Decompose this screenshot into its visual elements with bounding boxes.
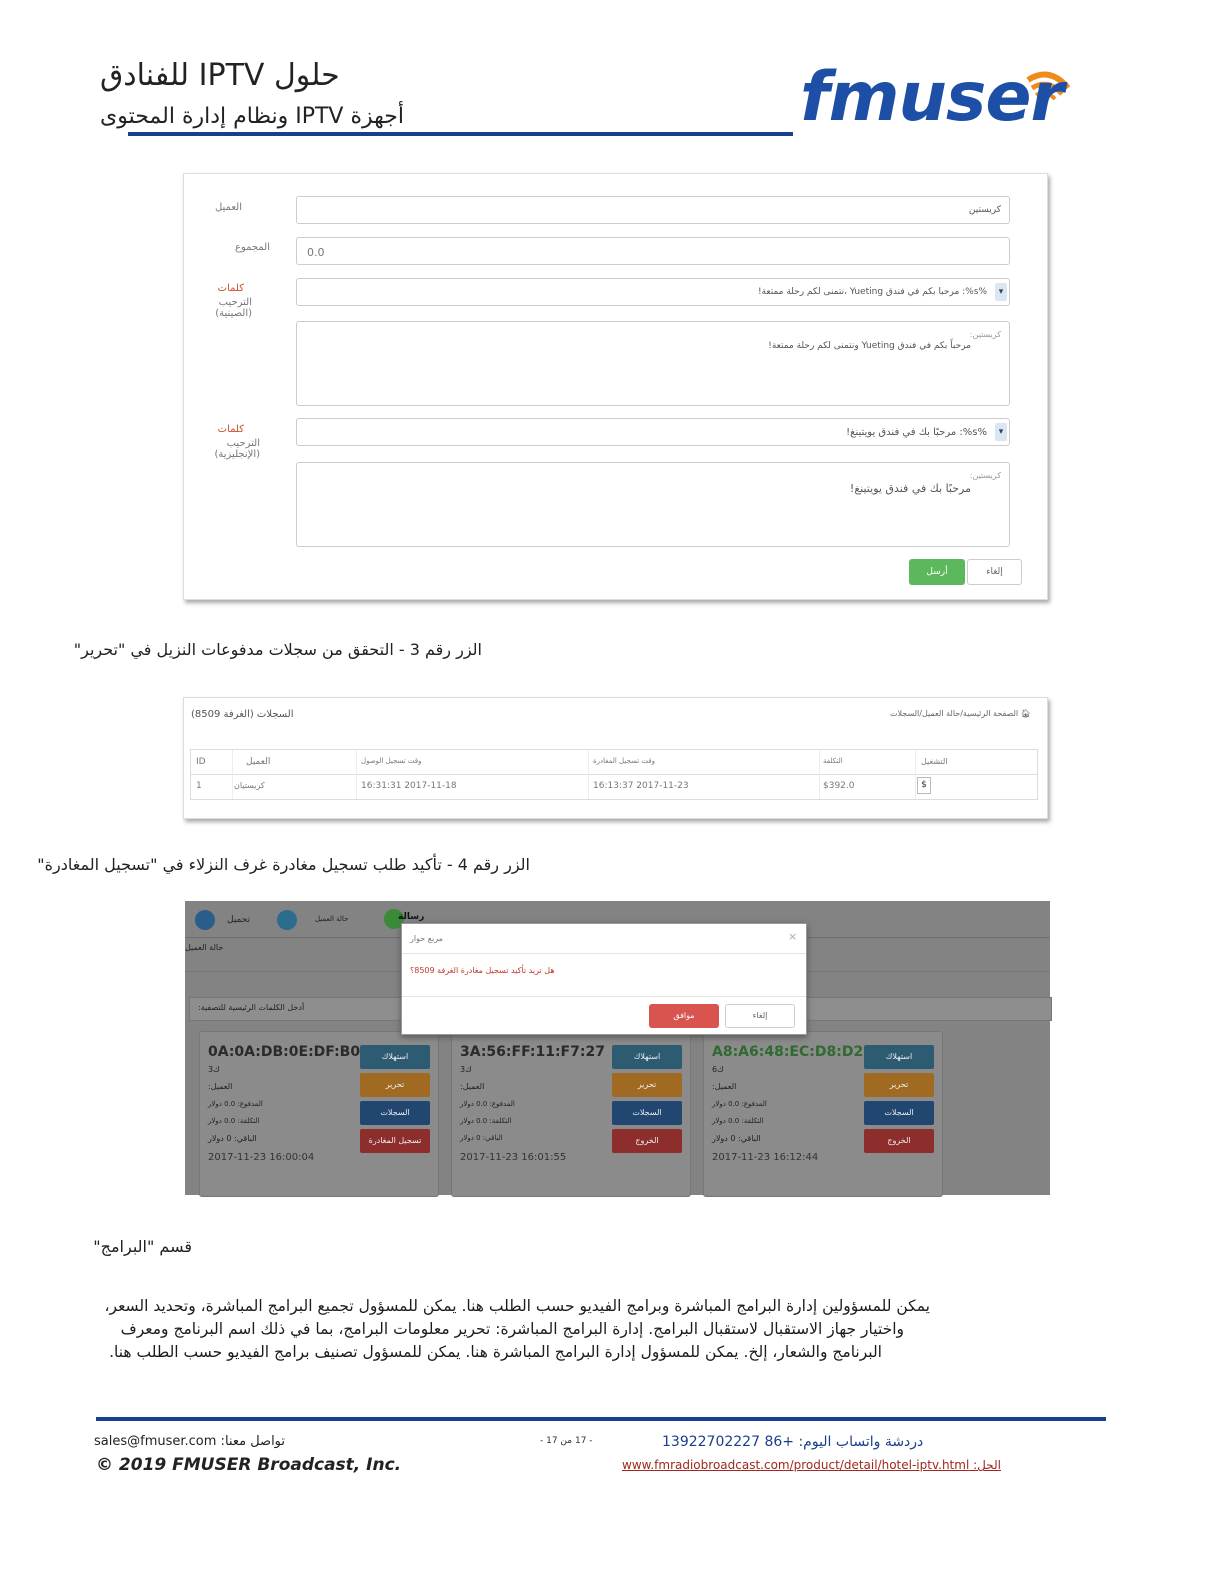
records-button[interactable]: السجلات <box>864 1101 934 1125</box>
nav-message[interactable]: رسالة <box>398 912 425 922</box>
customer-label: العميل <box>214 202 242 213</box>
edit-button[interactable]: تحرير <box>612 1073 682 1097</box>
records-title: السجلات (الغرفة 8509) <box>191 709 294 720</box>
device-time: 2017-11-23 16:00:04 <box>208 1152 315 1163</box>
device-card-3 <box>703 1031 943 1197</box>
footer-whatsapp: دردشة واتساب اليوم: +86 13922702227 <box>662 1434 924 1450</box>
records-table <box>190 749 1038 800</box>
home-icon[interactable]: 🏠︎ <box>1020 709 1031 718</box>
cancel-button[interactable]: إلغاء <box>967 559 1022 585</box>
welcome-cn-label-line2: الترحيب (الصينية) <box>215 297 252 319</box>
column-divider <box>232 750 233 799</box>
welcome-en-label-line2: الترحيب (الإنجليزية) <box>214 438 260 460</box>
dialog-divider <box>402 996 806 997</box>
exit-button[interactable]: الخروج <box>864 1129 934 1153</box>
column-divider <box>819 750 820 799</box>
checkout-button[interactable]: تسجيل المغادرة <box>360 1129 430 1153</box>
breadcrumb <box>890 709 1031 718</box>
device-customer: العميل: <box>712 1082 737 1091</box>
footer-contact: sales@fmuser.com :تواصل معنا <box>94 1434 286 1449</box>
device-room: ك6 <box>712 1065 724 1074</box>
cell-cost: $392.0 <box>823 781 855 791</box>
cell-customer: كريستيان <box>234 781 265 790</box>
footer-solution-link[interactable]: الحل: www.fmradiobroadcast.com/product/detail/hotel-iptv.html <box>622 1458 1001 1472</box>
chevron-down-icon: ▾ <box>995 283 1007 301</box>
welcome-cn-label-line1: كلمات <box>217 283 244 294</box>
column-divider <box>915 750 916 799</box>
device-cost: التكلفة: 0.0 دولار <box>712 1117 764 1125</box>
welcome-en-textarea-line1: كريستين: <box>969 471 1001 480</box>
dialog-ok-button[interactable]: موافق <box>649 1004 719 1028</box>
col-checkout: وقت تسجيل المغادرة <box>593 757 655 765</box>
device-balance: الباقي: 0 دولار <box>712 1134 761 1143</box>
paragraph-line-3: البرنامج والشعار، إلخ. يمكن للمسؤول إدارة البرامج المباشرة هنا. يمكن للمسؤول تصنيف برامج الفيديو حسب الطلب هنا. <box>109 1343 882 1361</box>
footer-divider <box>96 1417 1106 1421</box>
breadcrumb-text[interactable]: الصفحة الرئيسية/حالة العميل/السجلات <box>890 709 1019 718</box>
device-card-1 <box>199 1031 439 1197</box>
welcome-cn-select[interactable] <box>296 278 1010 306</box>
upload-icon[interactable] <box>195 910 215 930</box>
submit-button[interactable]: أرسل <box>909 559 965 585</box>
cost-action-button[interactable]: $ <box>917 777 931 794</box>
device-customer: العميل: <box>460 1082 485 1091</box>
exit-button[interactable]: الخروج <box>612 1129 682 1153</box>
consume-button[interactable]: استهلاك <box>360 1045 430 1069</box>
fmuser-logo <box>800 58 1100 148</box>
welcome-cn-textarea[interactable] <box>296 321 1010 406</box>
document-subtitle: أجهزة IPTV ونظام إدارة المحتوى <box>100 104 404 129</box>
customer-input[interactable]: كريستين <box>296 196 1010 224</box>
welcome-en-select-value: %s%: مرحبًا بك في فندق يويتينغ! <box>846 427 987 438</box>
device-customer: العميل: <box>208 1082 233 1091</box>
document-title: حلول IPTV للفنادق <box>100 58 340 93</box>
edit-button[interactable]: تحرير <box>864 1073 934 1097</box>
device-room: ك3 <box>208 1065 220 1074</box>
cell-checkout: 2017-11-23 16:13:37 <box>593 781 689 791</box>
cell-checkin: 2017-11-18 16:31:31 <box>361 781 457 791</box>
caption-button-4: الزر رقم 4 - تأكيد طلب تسجيل مغادرة غرف النزلاء في "تسجيل المغادرة" <box>37 855 530 874</box>
column-divider <box>356 750 357 799</box>
confirm-dialog <box>401 923 807 1035</box>
close-icon[interactable]: × <box>788 930 798 943</box>
device-mac: A8:A6:48:EC:D8:D2 <box>712 1044 864 1060</box>
column-divider <box>588 750 589 799</box>
checkout-screenshot <box>185 901 1050 1195</box>
footer-copyright: © 2019 FMUSER Broadcast, Inc. <box>96 1455 402 1475</box>
device-cost: التكلفة: 0.0 دولار <box>208 1117 260 1125</box>
header-divider <box>128 132 793 136</box>
consume-button[interactable]: استهلاك <box>612 1045 682 1069</box>
welcome-en-label-line1: كلمات <box>217 424 244 435</box>
col-id: ID <box>196 757 206 767</box>
nav-upload[interactable]: تحميل <box>227 915 251 925</box>
caption-button-3: الزر رقم 3 - التحقق من سجلات مدفوعات النزيل في "تحرير" <box>73 640 482 659</box>
device-time: 2017-11-23 16:12:44 <box>712 1152 819 1163</box>
dialog-divider <box>402 953 806 954</box>
col-customer: العميل <box>246 757 271 767</box>
device-mac: 0A:0A:DB:0E:DF:B0 <box>208 1044 361 1060</box>
paragraph-line-2: واختيار جهاز الاستقبال لاستقبال البرامج. إدارة البرامج المباشرة: تحرير معلومات البرامج، بما في ذلك اسم البرنامج ومعرف <box>120 1320 904 1338</box>
device-card-2 <box>451 1031 691 1197</box>
section-title: قسم "البرامج" <box>93 1237 192 1256</box>
col-action: التشغيل <box>921 757 948 766</box>
table-divider <box>191 774 1037 775</box>
col-cost: التكلفة <box>823 757 843 765</box>
nav-status[interactable]: حالة العميل <box>315 915 349 923</box>
welcome-cn-select-value: %s%: مرحبا بكم في فندق Yueting ،نتمنى لكم رحلة ممتعة! <box>757 287 987 297</box>
device-balance: الباقي: 0 دولار <box>460 1134 503 1142</box>
device-cost: التكلفة: 0.0 دولار <box>460 1117 512 1125</box>
filter-placeholder: أدخل الكلمات الرئيسية للتصفية: <box>198 1003 305 1012</box>
welcome-en-textarea[interactable] <box>296 462 1010 547</box>
welcome-en-textarea-line2: مرحبًا بك في فندق يويتينغ! <box>849 482 971 495</box>
edit-button[interactable]: تحرير <box>360 1073 430 1097</box>
cell-id: 1 <box>196 781 202 791</box>
device-time: 2017-11-23 16:01:55 <box>460 1152 567 1163</box>
consume-button[interactable]: استهلاك <box>864 1045 934 1069</box>
device-deposit: المدفوع: 0.0 دولار <box>460 1100 515 1108</box>
device-balance: الباقي: 0 دولار <box>208 1134 257 1143</box>
monitor-icon[interactable] <box>277 910 297 930</box>
records-button[interactable]: السجلات <box>612 1101 682 1125</box>
dialog-message: هل تريد تأكيد تسجيل مغادرة الغرفة 8509؟ <box>410 966 555 975</box>
dialog-cancel-button[interactable]: إلغاء <box>725 1004 795 1028</box>
chevron-down-icon: ▾ <box>995 423 1007 441</box>
welcome-cn-textarea-line1: كريستين: <box>969 330 1001 339</box>
side-status-link[interactable]: حالة العميل <box>185 943 224 952</box>
col-checkin: وقت تسجيل الوصول <box>361 757 422 765</box>
device-room: ك3 <box>460 1065 472 1074</box>
device-deposit: المدفوع: 0.0 دولار <box>208 1100 263 1108</box>
paragraph-line-1: يمكن للمسؤولين إدارة البرامج المباشرة وبرامج الفيديو حسب الطلب هنا. يمكن للمسؤول تجميع البرامج المباشرة، وتحديد السعر، <box>104 1297 930 1315</box>
records-screenshot <box>183 697 1048 819</box>
total-label: المجموع <box>235 242 270 253</box>
footer-page-number: - 17 من 17 - <box>540 1436 593 1446</box>
welcome-cn-textarea-line2: مرحباً بكم في فندق Yueting ونتمنى لكم رحلة ممتعة! <box>768 341 971 351</box>
device-deposit: المدفوع: 0.0 دولار <box>712 1100 767 1108</box>
logo-wordmark: fmuser <box>800 58 1063 137</box>
welcome-en-select[interactable] <box>296 418 1010 446</box>
device-mac: 3A:56:FF:11:F7:27 <box>460 1044 605 1060</box>
edit-form-screenshot <box>183 173 1048 600</box>
total-input[interactable]: 0.0 <box>296 237 1010 265</box>
records-button[interactable]: السجلات <box>360 1101 430 1125</box>
dialog-title: مربع حوار <box>410 934 443 943</box>
